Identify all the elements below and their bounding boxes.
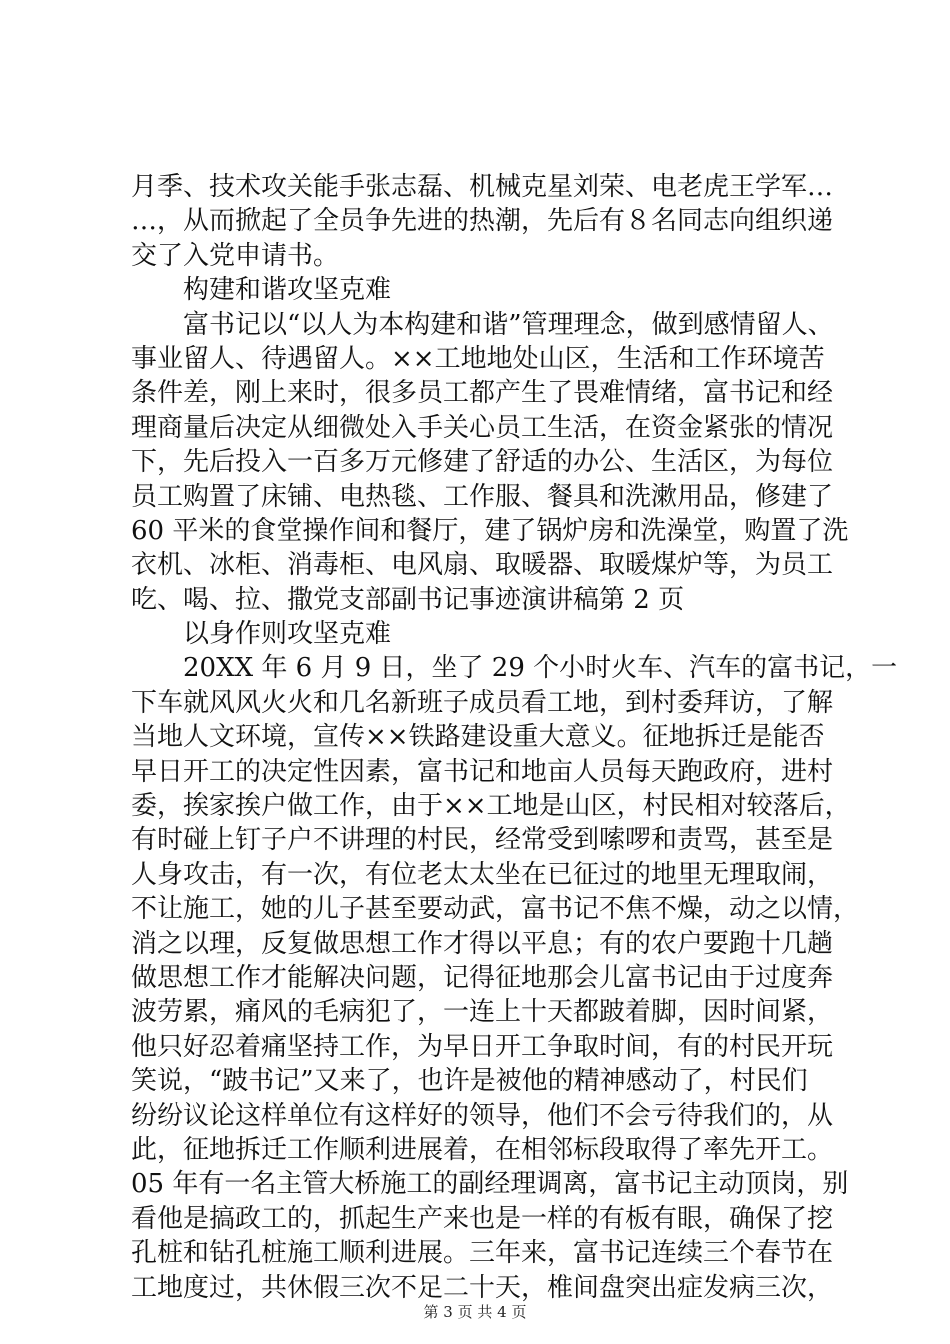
text-line: 有时碰上钉子户不讲理的村民，经常受到嗦啰和责骂，甚至是 xyxy=(131,825,834,856)
text-line: 20XX 年 6 月 9 日，坐了 29 个小时火车、汽车的富书记，一 xyxy=(131,653,898,684)
text-line: 员工购置了床铺、电热毯、工作服、餐具和洗漱用品，修建了 xyxy=(131,481,834,512)
text-line: 当地人文环境，宣传××铁路建设重大意义。征地拆迁是能否 xyxy=(131,722,825,753)
text-line: 早日开工的决定性因素，富书记和地亩人员每天跑政府，进村 xyxy=(131,756,834,787)
text-line: 纷纷议论这样单位有这样好的领导，他们不会亏待我们的，从 xyxy=(131,1100,834,1131)
page-footer xyxy=(0,1302,950,1322)
text-line: 60 平米的食堂操作间和餐厅，建了锅炉房和洗澡堂，购置了洗 xyxy=(131,515,849,546)
text-line: 看他是搞政工的，抓起生产来也是一样的有板有眼，确保了挖 xyxy=(131,1203,834,1234)
section-heading: 以身作则攻坚克难 xyxy=(131,619,392,650)
text-line: 下，先后投入一百多万元修建了舒适的办公、生活区，为每位 xyxy=(131,447,834,478)
body-text xyxy=(131,170,898,1305)
text-line: 富书记以“以人为本构建和谐”管理理念，做到感情留人、 xyxy=(131,309,834,340)
text-line: 做思想工作才能解决问题，记得征地那会儿富书记由于过度奔 xyxy=(131,962,834,993)
text-line: 事业留人、待遇留人。××工地地处山区，生活和工作环境苦 xyxy=(131,343,825,374)
text-line: 不让施工，她的儿子甚至要动武，富书记不焦不燥，动之以情， xyxy=(131,894,860,925)
text-line: 衣机、冰柜、消毒柜、电风扇、取暖器、取暖煤炉等，为员工 xyxy=(131,550,834,581)
text-line: 理商量后决定从细微处入手关心员工生活，在资金紧张的情况 xyxy=(131,412,834,443)
page-number: 第 3 页 共 4 页 xyxy=(423,1303,527,1321)
text-line: 笑说，“跛书记”又来了，也许是被他的精神感动了，村民们 xyxy=(131,1066,808,1097)
text-line: 此，征地拆迁工作顺利进展着，在相邻标段取得了率先开工。 xyxy=(131,1134,834,1165)
text-line: 人身攻击，有一次，有位老太太坐在已征过的地里无理取闹， xyxy=(131,859,834,890)
text-line: 下车就风风火火和几名新班子成员看工地，到村委拜访，了解 xyxy=(131,687,834,718)
text-line: 消之以理，反复做思想工作才得以平息；有的农户要跑十几趟 xyxy=(131,928,834,959)
text-line: 他只好忍着痛坚持工作，为早日开工争取时间，有的村民开玩 xyxy=(131,1031,834,1062)
text-line: 05 年有一名主管大桥施工的副经理调离，富书记主动顶岗，别 xyxy=(131,1169,849,1200)
text-line: 条件差，刚上来时，很多员工都产生了畏难情绪，富书记和经 xyxy=(131,378,834,409)
text-line: 交了入党申请书。 xyxy=(131,240,340,271)
text-line: 吃、喝、拉、撒党支部副书记事迹演讲稿第 2 页 xyxy=(131,584,685,615)
text-line: 孔桩和钻孔桩施工顺利进展。三年来，富书记连续三个春节在 xyxy=(131,1238,834,1269)
text-line: 工地度过，共休假三次不足二十天，椎间盘突出症发病三次， xyxy=(131,1272,834,1303)
text-line: 委，挨家挨户做工作，由于××工地是山区，村民相对较落后， xyxy=(131,791,851,822)
text-line: 月季、技术攻关能手张志磊、机械克星刘荣、电老虎王学军… xyxy=(131,172,834,202)
section-heading: 构建和谐攻坚克难 xyxy=(131,275,392,306)
text-line: 波劳累，痛风的毛病犯了，一连上十天都跛着脚，因时间紧， xyxy=(131,997,834,1028)
text-line: …，从而掀起了全员争先进的热潮，先后有８名同志向组织递 xyxy=(131,206,834,237)
